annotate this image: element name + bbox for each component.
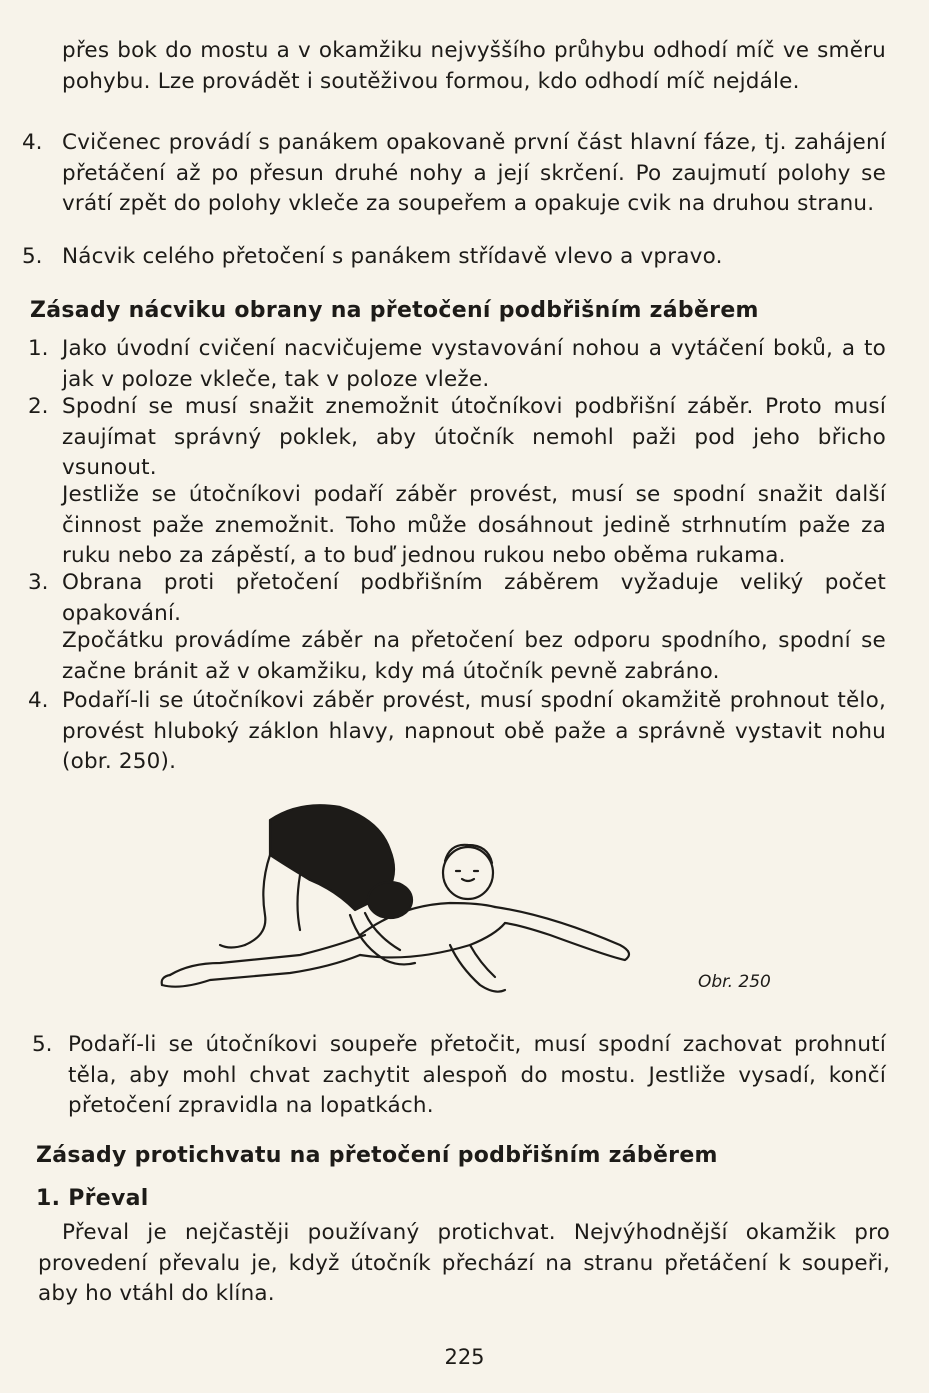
final-paragraph: Převal je nejčastěji používaný protichvat. Nejvýhodnější okamžik pro provedení převalu je, když útočník přechází na stranu přetáčení k soupeři, aby ho vtáhl do klína. [38, 1220, 890, 1306]
section-heading: Zásady nácviku obrany na přetočení podbřišním záběrem [30, 298, 759, 323]
figure-caption: Obr. 250 [698, 972, 771, 992]
list-item-text: Spodní se musí snažit znemožnit útočníkovi podbřišní záběr. Proto musí zaujímat správný poklek, aby útočník nemohl paži pod jeho břicho vsunout. [62, 394, 886, 480]
list-item-text: Cvičenec provádí s panákem opakovaně první část hlavní fáze, tj. zahájení přetáčení až po přesun druhé nohy a její skrčení. Po zaujmutí polohy se vrátí zpět do polohy vkleče za soupeřem a opakuje cvik na druhou stranu. [62, 130, 886, 216]
intro-paragraph: přes bok do mostu a v okamžiku nejvyššího průhybu odhodí míč ve směru pohybu. Lze provádět i soutěživou formou, kdo odhodí míč nejdále. [62, 38, 886, 94]
list-item-text: Jako úvodní cvičení nacvičujeme vystavování nohou a vytáčení boků, a to jak v poloze vkleče, tak v poloze vleže. [62, 336, 886, 392]
page-number: 225 [444, 1345, 485, 1369]
list-item-number: 2. [28, 394, 49, 419]
list-item-text: Obrana proti přetočení podbřišním záběrem vyžaduje veliký počet opakování. [62, 570, 886, 626]
list-item-extra: Zpočátku provádíme záběr na přetočení bez odporu spodního, spodní se začne bránit až v okamžiku, kdy má útočník pevně zabráno. [62, 628, 886, 684]
subsection-heading: 1. Převal [36, 1186, 149, 1211]
list-item-number: 4. [28, 688, 49, 713]
list-item-text: Podaří-li se útočníkovi soupeře přetočit, musí spodní zachovat prohnutí těla, aby mohl chvat zachytit alespoň do mostu. Jestliže vysadí, končí přetočení zpravidla na lopatkách. [68, 1032, 886, 1118]
wrestling-illustration [150, 795, 640, 1010]
list-item-number: 1. [28, 336, 49, 361]
list-item-number: 4. [22, 130, 43, 155]
list-item-text: Podaří-li se útočníkovi záběr provést, musí spodní okamžitě prohnout tělo, provést hluboký záklon hlavy, napnout obě paže a správně vystavit nohu (obr. 250). [62, 688, 886, 774]
list-item-number: 3. [28, 570, 49, 595]
section-heading: Zásady protichvatu na přetočení podbřišním záběrem [36, 1143, 718, 1168]
list-item-number: 5. [32, 1032, 53, 1057]
list-item-number: 5. [22, 244, 43, 269]
list-item-text: Nácvik celého přetočení s panákem střídavě vlevo a vpravo. [62, 244, 723, 269]
list-item-extra: Jestliže se útočníkovi podaří záběr provést, musí se spodní snažit další činnost paže znemožnit. Toho může dosáhnout jedině strhnutím paže za ruku nebo za zápěstí, a to buď jednou rukou nebo oběma rukama. [62, 482, 886, 568]
